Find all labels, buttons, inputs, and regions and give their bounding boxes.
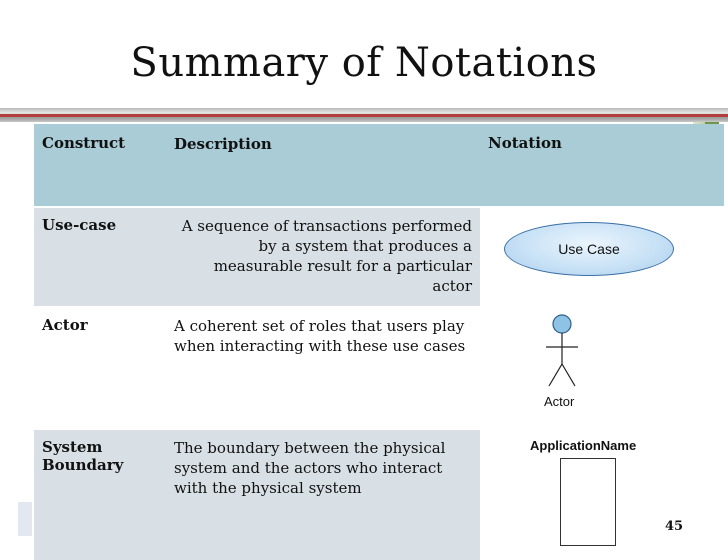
slide-title: Summary of Notations	[130, 40, 598, 86]
table-row-actor	[34, 307, 724, 429]
header-construct: Construct	[34, 124, 166, 207]
header-notation: Notation	[480, 124, 724, 207]
table-header-row	[34, 124, 724, 207]
actor-label: Actor	[544, 394, 575, 409]
construct-cell: Actor	[42, 316, 88, 334]
system-boundary-box-icon	[560, 458, 616, 546]
use-case-ellipse-icon	[504, 222, 674, 276]
left-decorative-tab	[18, 502, 32, 536]
construct-cell: System Boundary	[42, 438, 124, 474]
notation-cell	[480, 429, 724, 560]
description-cell: The boundary between the physical system and the actors who interact with the physical system	[174, 439, 446, 497]
notation-cell	[480, 207, 724, 307]
application-name-label: ApplicationName	[530, 438, 637, 453]
notations-table	[34, 124, 724, 560]
description-cell: A coherent set of roles that users play when interacting with these use cases	[174, 317, 466, 355]
header-description: Description	[166, 124, 480, 207]
table-row-use-case	[34, 207, 724, 307]
construct-cell: Use-case	[42, 216, 117, 234]
title-rule-accent	[0, 114, 728, 117]
notation-cell	[480, 307, 724, 429]
actor-stick-figure-icon	[540, 314, 584, 394]
description-cell: A sequence of transactions performed by a system that produces a measurable result for a particular actor	[181, 217, 472, 295]
table-row-system-boundary	[34, 429, 724, 560]
use-case-label: Use Case	[558, 241, 620, 257]
page-number: 45	[655, 516, 693, 538]
